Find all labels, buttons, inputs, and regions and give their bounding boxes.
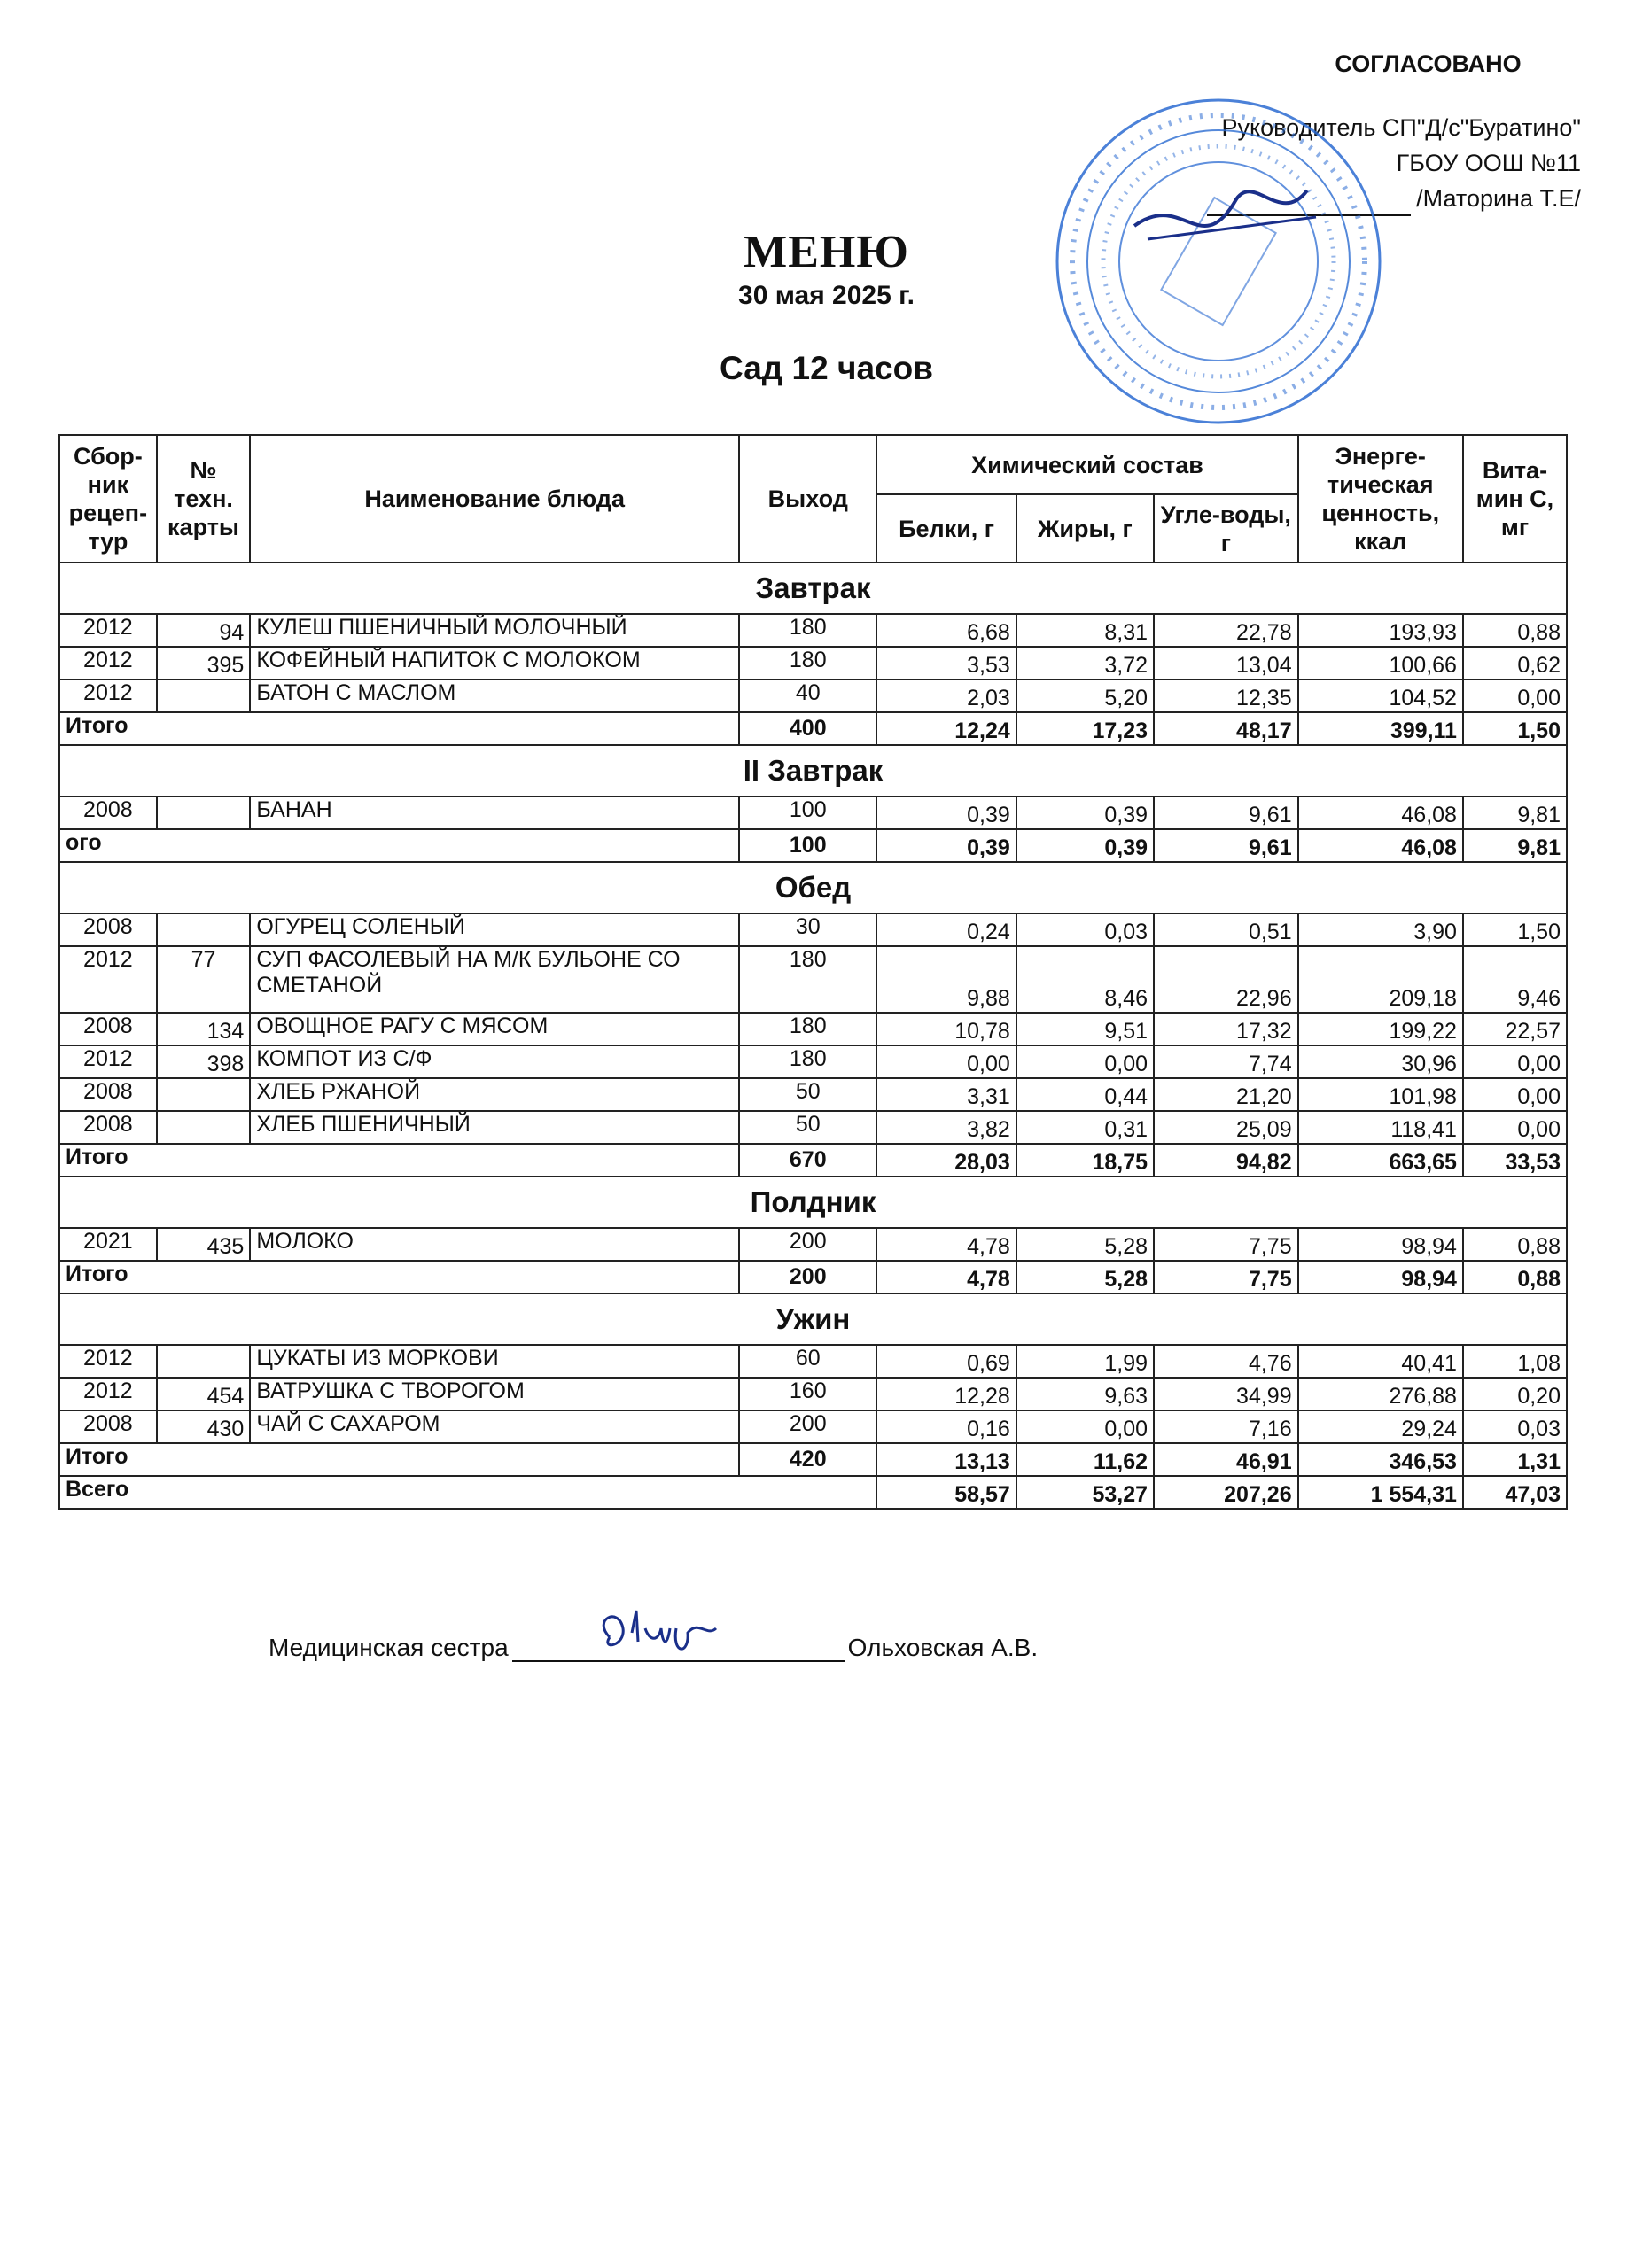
energy-value: 98,94 — [1298, 1228, 1463, 1261]
subtotal-carbs: 7,75 — [1154, 1261, 1298, 1293]
subtotal-label: ого — [59, 829, 739, 862]
grand-total-label: Всего — [59, 1476, 876, 1509]
collection-year: 2008 — [59, 913, 157, 946]
tech-card-number: 454 — [157, 1378, 251, 1410]
subtotal-energy: 399,11 — [1298, 712, 1463, 745]
subtotal-label: Итого — [59, 1261, 739, 1293]
subtotal-vitamin-c: 1,50 — [1463, 712, 1567, 745]
protein-value: 0,69 — [876, 1345, 1016, 1378]
subtotal-fat: 11,62 — [1016, 1443, 1154, 1476]
approval-line2: ГБОУ ООШ №11 — [1396, 150, 1581, 176]
vitamin-c-value: 0,03 — [1463, 1410, 1567, 1443]
grand-total-vitamin-c: 47,03 — [1463, 1476, 1567, 1509]
output-grams: 180 — [739, 647, 876, 680]
tech-card-number: 395 — [157, 647, 251, 680]
col-tech-card: № техн. карты — [157, 435, 251, 563]
fat-value: 0,00 — [1016, 1045, 1154, 1078]
table-row — [59, 1045, 1567, 1078]
carbs-value: 7,74 — [1154, 1045, 1298, 1078]
tech-card-number: 134 — [157, 1013, 251, 1045]
protein-value: 0,39 — [876, 796, 1016, 829]
subtotal-label: Итого — [59, 1443, 739, 1476]
table-row — [59, 1013, 1567, 1045]
collection-year: 2008 — [59, 1078, 157, 1111]
vitamin-c-value: 22,57 — [1463, 1013, 1567, 1045]
carbs-value: 22,78 — [1154, 614, 1298, 647]
vitamin-c-value: 0,88 — [1463, 614, 1567, 647]
collection-year: 2012 — [59, 647, 157, 680]
dish-name: БАНАН — [250, 796, 739, 829]
energy-value: 104,52 — [1298, 680, 1463, 712]
col-protein: Белки, г — [876, 494, 1016, 563]
table-row — [59, 946, 1567, 1013]
protein-value: 9,88 — [876, 946, 1016, 1013]
grand-total-fat: 53,27 — [1016, 1476, 1154, 1509]
col-fat: Жиры, г — [1016, 494, 1154, 563]
energy-value: 193,93 — [1298, 614, 1463, 647]
subtotal-output: 420 — [739, 1443, 876, 1476]
section-header-row — [59, 1293, 1567, 1345]
fat-value: 9,51 — [1016, 1013, 1154, 1045]
table-row — [59, 1228, 1567, 1261]
menu-subtitle: Сад 12 часов — [720, 350, 933, 386]
energy-value: 29,24 — [1298, 1410, 1463, 1443]
dish-name: ХЛЕБ ПШЕНИЧНЫЙ — [250, 1111, 739, 1144]
dish-name: КОФЕЙНЫЙ НАПИТОК С МОЛОКОМ — [250, 647, 739, 680]
table-row — [59, 913, 1567, 946]
fat-value: 9,63 — [1016, 1378, 1154, 1410]
subtotal-row — [59, 1261, 1567, 1293]
subtotal-fat: 17,23 — [1016, 712, 1154, 745]
col-dish: Наименование блюда — [250, 435, 739, 563]
carbs-value: 0,51 — [1154, 913, 1298, 946]
fat-value: 5,28 — [1016, 1228, 1154, 1261]
output-grams: 200 — [739, 1410, 876, 1443]
approval-heading: СОГЛАСОВАНО — [1335, 50, 1522, 77]
section-header-row — [59, 862, 1567, 913]
subtotal-output: 400 — [739, 712, 876, 745]
menu-body — [59, 563, 1567, 1509]
dish-name: ЦУКАТЫ ИЗ МОРКОВИ — [250, 1345, 739, 1378]
col-energy: Энерге-тическая ценность, ккал — [1298, 435, 1463, 563]
tech-card-number: 430 — [157, 1410, 251, 1443]
collection-year: 2008 — [59, 1013, 157, 1045]
subtotal-carbs: 9,61 — [1154, 829, 1298, 862]
tech-card-number: 435 — [157, 1228, 251, 1261]
collection-year: 2012 — [59, 680, 157, 712]
energy-value: 100,66 — [1298, 647, 1463, 680]
dish-name: СУП ФАСОЛЕВЫЙ НА М/К БУЛЬОНЕ СО СМЕТАНОЙ — [250, 946, 739, 1013]
table-row — [59, 647, 1567, 680]
subtotal-carbs: 94,82 — [1154, 1144, 1298, 1177]
table-row — [59, 614, 1567, 647]
subtotal-vitamin-c: 33,53 — [1463, 1144, 1567, 1177]
table-row — [59, 1078, 1567, 1111]
table-row — [59, 1345, 1567, 1378]
energy-value: 209,18 — [1298, 946, 1463, 1013]
output-grams: 180 — [739, 946, 876, 1013]
fat-value: 3,72 — [1016, 647, 1154, 680]
tech-card-number: 94 — [157, 614, 251, 647]
dish-name: БАТОН С МАСЛОМ — [250, 680, 739, 712]
subtotal-output: 100 — [739, 829, 876, 862]
output-grams: 100 — [739, 796, 876, 829]
tech-card-number — [157, 1111, 251, 1144]
protein-value: 6,68 — [876, 614, 1016, 647]
section-title: Завтрак — [59, 563, 1567, 614]
fat-value: 5,20 — [1016, 680, 1154, 712]
collection-year: 2008 — [59, 1111, 157, 1144]
tech-card-number: 77 — [157, 946, 251, 1013]
output-grams: 160 — [739, 1378, 876, 1410]
carbs-value: 34,99 — [1154, 1378, 1298, 1410]
output-grams: 180 — [739, 1045, 876, 1078]
carbs-value: 13,04 — [1154, 647, 1298, 680]
carbs-value: 25,09 — [1154, 1111, 1298, 1144]
vitamin-c-value: 9,81 — [1463, 796, 1567, 829]
col-collection: Сбор-ник рецеп-тур — [59, 435, 157, 563]
protein-value: 12,28 — [876, 1378, 1016, 1410]
section-title: II Завтрак — [59, 745, 1567, 796]
grand-total-protein: 58,57 — [876, 1476, 1016, 1509]
tech-card-number — [157, 1078, 251, 1111]
energy-value: 199,22 — [1298, 1013, 1463, 1045]
protein-value: 0,00 — [876, 1045, 1016, 1078]
section-header-row — [59, 745, 1567, 796]
dish-name: ОГУРЕЦ СОЛЕНЫЙ — [250, 913, 739, 946]
energy-value: 276,88 — [1298, 1378, 1463, 1410]
output-grams: 200 — [739, 1228, 876, 1261]
energy-value: 118,41 — [1298, 1111, 1463, 1144]
collection-year: 2012 — [59, 1045, 157, 1078]
vitamin-c-value: 0,00 — [1463, 1078, 1567, 1111]
carbs-value: 22,96 — [1154, 946, 1298, 1013]
grand-total-row — [59, 1476, 1567, 1509]
dish-name: КУЛЕШ ПШЕНИЧНЫЙ МОЛОЧНЫЙ — [250, 614, 739, 647]
tech-card-number: 398 — [157, 1045, 251, 1078]
subtotal-energy: 663,65 — [1298, 1144, 1463, 1177]
section-header-row — [59, 563, 1567, 614]
carbs-value: 7,75 — [1154, 1228, 1298, 1261]
collection-year: 2008 — [59, 1410, 157, 1443]
vitamin-c-value: 9,46 — [1463, 946, 1567, 1013]
fat-value: 1,99 — [1016, 1345, 1154, 1378]
vitamin-c-value: 1,50 — [1463, 913, 1567, 946]
subtotal-carbs: 48,17 — [1154, 712, 1298, 745]
subtotal-protein: 0,39 — [876, 829, 1016, 862]
collection-year: 2012 — [59, 614, 157, 647]
subtotal-row — [59, 1144, 1567, 1177]
protein-value: 2,03 — [876, 680, 1016, 712]
dish-name: ХЛЕБ РЖАНОЙ — [250, 1078, 739, 1111]
col-chem: Химический состав — [876, 435, 1297, 494]
output-grams: 50 — [739, 1111, 876, 1144]
subtotal-protein: 13,13 — [876, 1443, 1016, 1476]
subtotal-carbs: 46,91 — [1154, 1443, 1298, 1476]
footer — [269, 1630, 1038, 1662]
subtotal-protein: 4,78 — [876, 1261, 1016, 1293]
fat-value: 0,44 — [1016, 1078, 1154, 1111]
col-output: Выход — [739, 435, 876, 563]
collection-year: 2012 — [59, 1378, 157, 1410]
subtotal-fat: 5,28 — [1016, 1261, 1154, 1293]
vitamin-c-value: 0,62 — [1463, 647, 1567, 680]
section-title: Полдник — [59, 1177, 1567, 1228]
energy-value: 40,41 — [1298, 1345, 1463, 1378]
menu-table — [58, 434, 1568, 1510]
section-title: Обед — [59, 862, 1567, 913]
subtotal-row — [59, 829, 1567, 862]
protein-value: 0,16 — [876, 1410, 1016, 1443]
section-title: Ужин — [59, 1293, 1567, 1345]
collection-year: 2012 — [59, 946, 157, 1013]
tech-card-number — [157, 913, 251, 946]
menu-date: 30 мая 2025 г. — [738, 281, 915, 310]
vitamin-c-value: 1,08 — [1463, 1345, 1567, 1378]
subtotal-vitamin-c: 9,81 — [1463, 829, 1567, 862]
subtotal-vitamin-c: 1,31 — [1463, 1443, 1567, 1476]
fat-value: 8,31 — [1016, 614, 1154, 647]
title-block — [0, 226, 1635, 387]
col-vitc: Вита-мин С, мг — [1463, 435, 1567, 563]
vitamin-c-value: 0,00 — [1463, 680, 1567, 712]
approval-line1: Руководитель СП"Д/с"Буратино" — [1221, 114, 1581, 141]
energy-value: 30,96 — [1298, 1045, 1463, 1078]
vitamin-c-value: 0,00 — [1463, 1111, 1567, 1144]
table-row — [59, 680, 1567, 712]
carbs-value: 21,20 — [1154, 1078, 1298, 1111]
dish-name: ВАТРУШКА С ТВОРОГОМ — [250, 1378, 739, 1410]
subtotal-energy: 346,53 — [1298, 1443, 1463, 1476]
tech-card-number — [157, 680, 251, 712]
tech-card-number — [157, 796, 251, 829]
approval-line3: /Маторина Т.Е/ — [1416, 185, 1581, 212]
output-grams: 40 — [739, 680, 876, 712]
dish-name: МОЛОКО — [250, 1228, 739, 1261]
protein-value: 10,78 — [876, 1013, 1016, 1045]
energy-value: 3,90 — [1298, 913, 1463, 946]
subtotal-output: 200 — [739, 1261, 876, 1293]
output-grams: 60 — [739, 1345, 876, 1378]
output-grams: 30 — [739, 913, 876, 946]
collection-year: 2008 — [59, 796, 157, 829]
fat-value: 8,46 — [1016, 946, 1154, 1013]
table-row — [59, 1378, 1567, 1410]
subtotal-label: Итого — [59, 1144, 739, 1177]
output-grams: 50 — [739, 1078, 876, 1111]
protein-value: 0,24 — [876, 913, 1016, 946]
col-carbs: Угле-воды, г — [1154, 494, 1298, 563]
protein-value: 3,53 — [876, 647, 1016, 680]
output-grams: 180 — [739, 1013, 876, 1045]
table-row — [59, 1410, 1567, 1443]
dish-name: ОВОЩНОЕ РАГУ С МЯСОМ — [250, 1013, 739, 1045]
subtotal-energy: 98,94 — [1298, 1261, 1463, 1293]
fat-value: 0,00 — [1016, 1410, 1154, 1443]
vitamin-c-value: 0,20 — [1463, 1378, 1567, 1410]
table-row — [59, 796, 1567, 829]
energy-value: 46,08 — [1298, 796, 1463, 829]
table-row — [59, 1111, 1567, 1144]
vitamin-c-value: 0,88 — [1463, 1228, 1567, 1261]
carbs-value: 12,35 — [1154, 680, 1298, 712]
carbs-value: 4,76 — [1154, 1345, 1298, 1378]
subtotal-energy: 46,08 — [1298, 829, 1463, 862]
fat-value: 0,03 — [1016, 913, 1154, 946]
protein-value: 4,78 — [876, 1228, 1016, 1261]
nurse-role: Медицинская сестра — [269, 1634, 509, 1661]
subtotal-label: Итого — [59, 712, 739, 745]
fat-value: 0,31 — [1016, 1111, 1154, 1144]
dish-name: ЧАЙ С САХАРОМ — [250, 1410, 739, 1443]
subtotal-row — [59, 1443, 1567, 1476]
vitamin-c-value: 0,00 — [1463, 1045, 1567, 1078]
page-title: МЕНЮ — [744, 227, 909, 277]
energy-value: 101,98 — [1298, 1078, 1463, 1111]
carbs-value: 17,32 — [1154, 1013, 1298, 1045]
protein-value: 3,82 — [876, 1111, 1016, 1144]
grand-total-carbs: 207,26 — [1154, 1476, 1298, 1509]
nurse-signature — [583, 1602, 760, 1664]
fat-value: 0,39 — [1016, 796, 1154, 829]
carbs-value: 7,16 — [1154, 1410, 1298, 1443]
nurse-name: Ольховская А.В. — [847, 1634, 1039, 1661]
collection-year: 2012 — [59, 1345, 157, 1378]
subtotal-protein: 28,03 — [876, 1144, 1016, 1177]
subtotal-protein: 12,24 — [876, 712, 1016, 745]
subtotal-vitamin-c: 0,88 — [1463, 1261, 1567, 1293]
carbs-value: 9,61 — [1154, 796, 1298, 829]
subtotal-fat: 0,39 — [1016, 829, 1154, 862]
section-header-row — [59, 1177, 1567, 1228]
collection-year: 2021 — [59, 1228, 157, 1261]
nurse-signature-line — [512, 1630, 845, 1662]
subtotal-row — [59, 712, 1567, 745]
output-grams: 180 — [739, 614, 876, 647]
grand-total-energy: 1 554,31 — [1298, 1476, 1463, 1509]
subtotal-output: 670 — [739, 1144, 876, 1177]
protein-value: 3,31 — [876, 1078, 1016, 1111]
subtotal-fat: 18,75 — [1016, 1144, 1154, 1177]
tech-card-number — [157, 1345, 251, 1378]
dish-name: КОМПОТ ИЗ С/Ф — [250, 1045, 739, 1078]
